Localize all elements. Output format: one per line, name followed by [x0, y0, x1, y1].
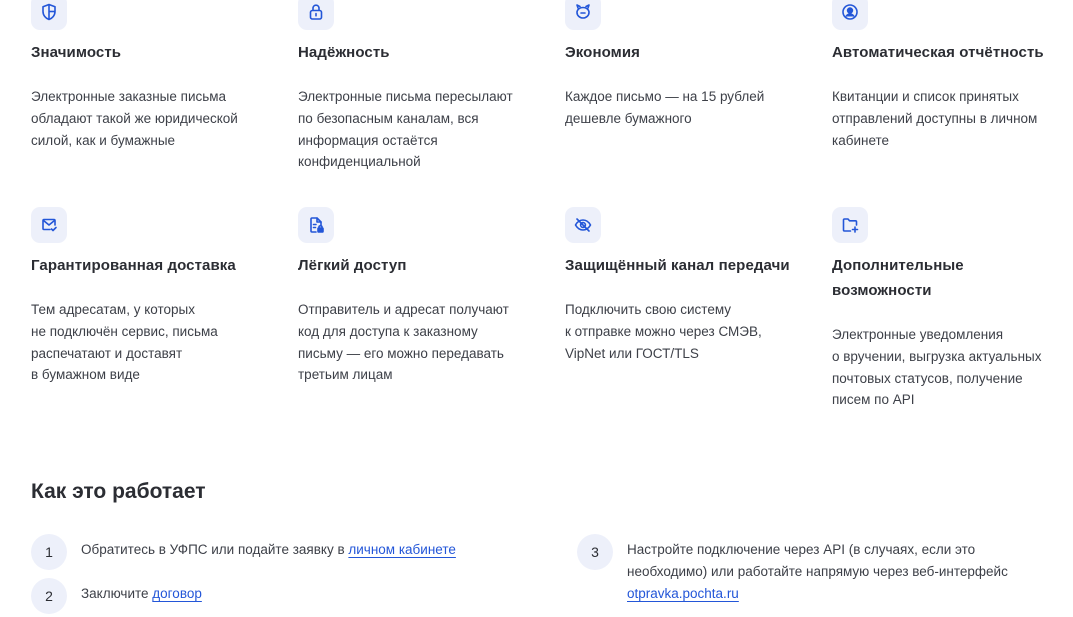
personal-account-link[interactable]: личном кабинете — [348, 542, 456, 557]
step-number: 3 — [577, 534, 613, 570]
feature-title: Гарантированная доставка — [31, 257, 236, 274]
feature-card — [31, 0, 276, 151]
feature-description: Квитанции и список принятых отправлений доступны в личном кабинете — [832, 89, 1038, 148]
feature-description: Каждое письмо — на 15 рублей дешевле бумажного — [565, 89, 765, 126]
feature-card — [31, 207, 276, 386]
step-text: Заключите договор — [81, 586, 202, 601]
feature-title: Дополнительные возможности — [832, 257, 964, 299]
feature-card — [565, 207, 810, 364]
step-number: 2 — [31, 578, 67, 614]
feature-title: Защищённый канал передачи — [565, 257, 790, 274]
feature-card — [298, 0, 543, 173]
mail-check-icon — [31, 207, 67, 243]
piggy-bank-icon — [565, 0, 601, 30]
user-circle-icon — [832, 0, 868, 30]
step-item — [577, 534, 1008, 604]
feature-description: Электронные письма пересылают по безопасным каналам, вся информация остаётся конфиденциальной — [298, 89, 513, 170]
feature-title: Лёгкий доступ — [298, 257, 407, 274]
feature-title: Надёжность — [298, 44, 390, 61]
feature-description: Электронные заказные письма обладают такой же юридической силой, как и бумажные — [31, 89, 238, 148]
feature-card — [832, 207, 1073, 411]
folder-plus-icon — [832, 207, 868, 243]
section-title: Как это работает — [31, 480, 206, 503]
lock-icon — [298, 0, 334, 30]
feature-description: Подключить свою систему к отправке можно через СМЭВ, VipNet или ГОСТ/TLS — [565, 302, 762, 361]
contract-link[interactable]: договор — [152, 586, 202, 601]
feature-title: Экономия — [565, 44, 641, 61]
feature-title: Значимость — [31, 44, 122, 61]
otpravka-link[interactable]: otpravka.pochta.ru — [627, 585, 739, 601]
feature-description: Отправитель и адресат получают код для доступа к заказному письму — его можно передавать третьим лицам — [298, 302, 509, 383]
step-text: Обратитесь в УФПС или подайте заявку в личном кабинете — [81, 542, 456, 557]
feature-description: Электронные уведомления о вручении, выгрузка актуальных почтовых статусов, получение писем по API — [832, 327, 1042, 408]
step-item — [31, 578, 202, 614]
feature-description: Тем адресатам, у которых не подключён сервис, письма распечатают и доставят в бумажном виде — [31, 302, 218, 383]
feature-title: Автоматическая отчётность — [832, 44, 1044, 61]
feature-card — [565, 0, 810, 130]
file-lock-icon — [298, 207, 334, 243]
step-number: 1 — [31, 534, 67, 570]
step-item — [31, 534, 456, 570]
feature-card — [298, 207, 543, 386]
shield-icon — [31, 0, 67, 30]
feature-card — [832, 0, 1073, 151]
eye-off-icon — [565, 207, 601, 243]
step-text: Настройте подключение через API (в случаях, если это необходимо) или работайте напрямую через веб-интерфейс otpravka.pochta.ru — [627, 542, 1008, 601]
